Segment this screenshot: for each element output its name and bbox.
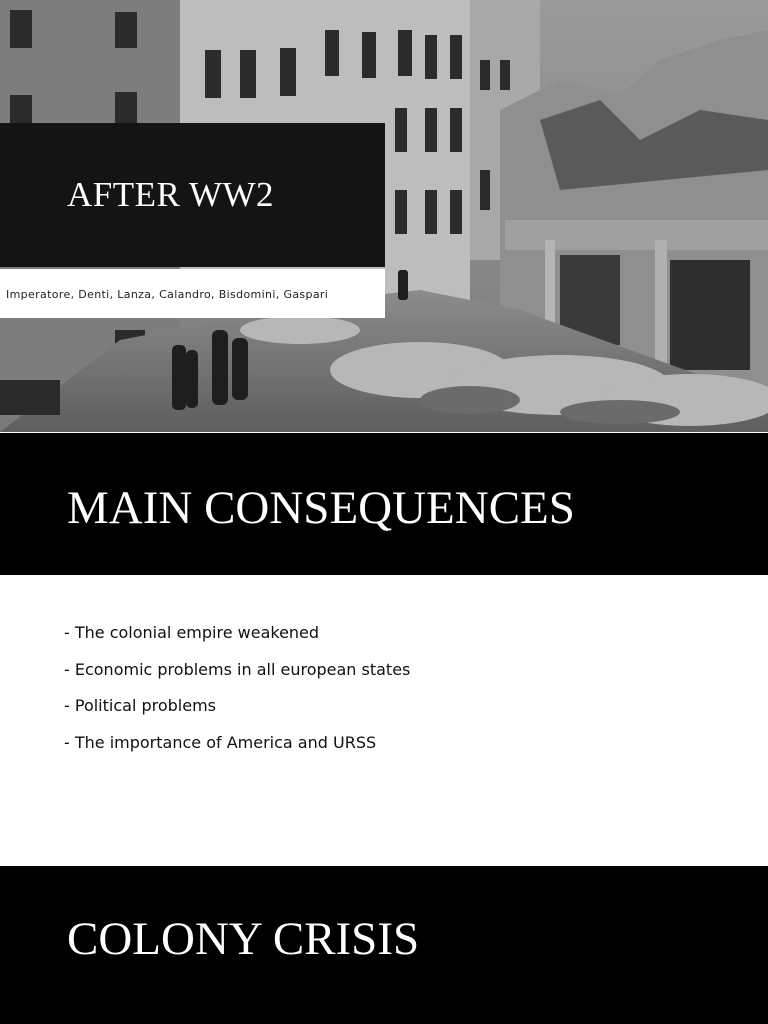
slide-header-band: [0, 433, 768, 575]
bullet-item: - Economic problems in all european states: [64, 659, 411, 679]
bullet-item: - The colonial empire weakened: [64, 623, 320, 642]
slide-title: COLONY CRISIS: [67, 913, 420, 965]
title-slide: [0, 0, 768, 432]
consequences-slide: [0, 433, 768, 865]
colony-crisis-slide: [0, 866, 768, 1024]
presentation-title: AFTER WW2: [67, 175, 275, 214]
bullet-item: - The importance of America and URSS: [64, 732, 377, 752]
presentation-authors: Imperatore, Denti, Lanza, Calandro, Bisdomini, Gaspari: [6, 288, 329, 301]
bullet-item: - Political problems: [64, 696, 217, 715]
bullet-list: [64, 623, 410, 769]
slide-title: MAIN CONSEQUENCES: [67, 482, 575, 534]
